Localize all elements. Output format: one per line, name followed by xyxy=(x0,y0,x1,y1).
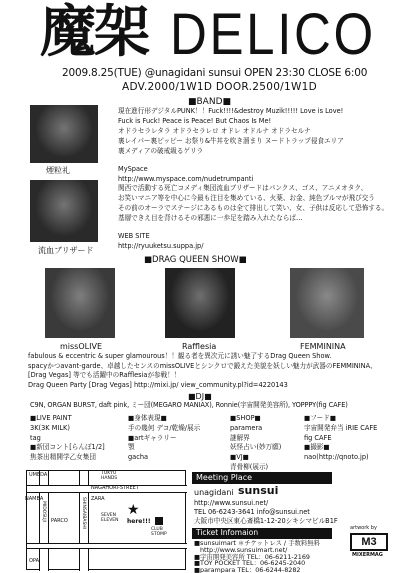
col-item: ■VJ■ xyxy=(230,453,249,462)
col-item: 宇宙開発弁当 iRIE CAFE xyxy=(304,423,378,432)
ticket-line[interactable]: http://www.sunsuimart.net/ xyxy=(200,545,288,554)
col-item: gacha xyxy=(128,453,149,462)
col-item: ■身体表現■ xyxy=(128,414,167,422)
act2-website-link[interactable]: http://ryuuketsu.suppa.jp/ xyxy=(118,242,204,250)
act2-description xyxy=(118,183,398,251)
col-item: 妖怪占い(妙万願) xyxy=(230,443,282,452)
map-label-nagahori: NAGAHORI-STREET xyxy=(91,485,139,491)
col-food xyxy=(304,414,377,463)
ticket-heading: Ticket Infomaion xyxy=(196,528,259,537)
col-item: 顎 xyxy=(128,443,135,452)
act2-line: お笑いマニア等を中心に今最も注目を集めている、火薬、お金、純色ブルマが飛び交う xyxy=(118,194,375,202)
map-label-zara: ZARA xyxy=(91,496,105,502)
venue-tel: TEL 06-6243-3641 info@sunsui.net xyxy=(194,508,310,516)
map-label-opa: OPA xyxy=(29,558,40,564)
drag-description xyxy=(28,352,400,390)
venue-prefix: unagidani xyxy=(194,488,234,497)
artwork-brand: M3 xyxy=(361,536,377,548)
col-item: ■フード■ xyxy=(304,414,337,422)
artwork-sub: MIXERMAG xyxy=(352,552,383,558)
act1-line: 裏レイパー裏ピッピー お祭り&牛丼を吹き溜まり ヌードトラップ侵食エリア xyxy=(118,137,344,145)
access-map xyxy=(26,470,186,570)
map-here-star: ★ xyxy=(127,502,140,518)
ticket-line: ■sunsuimart ＊チケットレス / 手数料無料 xyxy=(194,539,321,547)
act1-name: 煙粒礼 xyxy=(46,166,70,175)
map-label-midosuji: MIDOSUJI xyxy=(41,501,47,523)
act1-line: 現在進行形デジタルPUNK！！Fuck!!!!&destroy Muzik!!!!! Love is Love! xyxy=(118,107,344,115)
performer-photo-femminina xyxy=(290,268,364,338)
title-latin: DELICO xyxy=(170,2,376,67)
artwork-label: artwork by xyxy=(350,525,377,531)
map-label-parco: PARCO xyxy=(51,518,68,524)
col-live-paint xyxy=(30,414,105,463)
act1-line: オドラセラレタラ オドラセラレロ オドレ オドルナ オドラセルナ xyxy=(118,127,311,135)
col-item: ■LIVE PAINT xyxy=(30,414,72,422)
col-item: 謎解界 xyxy=(230,433,250,442)
act2-line: 関西で活動する死亡コメディ集団流血ブリザードはパンクス、ゴス、アニメオタク、 xyxy=(118,184,368,192)
map-label-shinsaibashi: SHINSAIBASHI xyxy=(81,497,87,530)
band-heading: ■BAND■ xyxy=(188,97,232,107)
event-price-line: ADV.2000/1W1D DOOR.2500/1W1D xyxy=(122,81,318,93)
map-label-tokyu: TOKYU HANDS xyxy=(101,471,118,482)
performer-photo-missolive xyxy=(45,268,115,338)
act2-line: 基層できえ目を背けるその邪悪に一歩足を踏み入れたならば… xyxy=(118,214,303,222)
performer-photo-rafflesia xyxy=(165,268,235,338)
event-date-line: 2009.8.25(TUE) @unagidani sunsui OPEN 23:30 CLOSE 6:00 xyxy=(62,67,368,79)
dj-heading: ■DJ■ xyxy=(188,392,212,401)
map-label-seven: SEVEN ELEVEN xyxy=(101,513,119,524)
meeting-heading-bar xyxy=(192,472,332,484)
act1-line xyxy=(118,156,398,164)
col-item: 3K(3K MILK) xyxy=(30,423,70,432)
club-stomp-block xyxy=(155,517,163,525)
col-body-art xyxy=(128,414,200,463)
act1-photo xyxy=(30,105,98,163)
map-label-club: CLUB STOMP xyxy=(151,527,167,538)
act1-line: 裏メディアの破戒級るゲリラ xyxy=(118,147,204,155)
col-item: 手の幾何 デコ/乾燥/展示 xyxy=(128,423,201,432)
map-label-namba: NAMBA xyxy=(25,496,44,502)
drag-heading: ■DRAG QUEEN SHOW■ xyxy=(144,255,247,265)
act2-website-label: WEB SITE xyxy=(118,232,150,240)
act1-myspace-link[interactable]: http://www.myspace.com/nudetrumpanti xyxy=(118,175,254,183)
col-item: tag xyxy=(30,433,41,442)
drag-line: fabulous & eccentric & super glamourous！！観る者を異次元に誘い魅了するDrag Queen Show. xyxy=(28,352,332,360)
col-item: paramera xyxy=(230,423,263,432)
ticket-line: ■TOY POCKET TEL：06-6245-2040 xyxy=(194,559,306,568)
act1-description xyxy=(118,106,398,184)
ticket-heading-bar xyxy=(192,528,332,539)
performer-name-rafflesia: Rafflesia xyxy=(182,342,217,351)
act2-line xyxy=(118,223,398,231)
map-label-umeda: UMEDA xyxy=(29,472,48,478)
act2-name: 流血ブリザード xyxy=(38,246,94,255)
ticket-line: ■paramparа TEL：06-6244-8282 xyxy=(194,566,301,573)
artwork-logo xyxy=(350,533,388,551)
venue-name: sunsui xyxy=(238,484,279,497)
act2-line: その前のオーラでステージにあるものは全て排出して笑い、女、子供は反応して恐怖する。 xyxy=(118,204,389,212)
title-kanji: 魔架 xyxy=(40,0,148,65)
drag-line: Drag Queen Party [Drag Vegas] http://mixi.jp/ view_community.pl?id=4220143 xyxy=(28,380,288,389)
performer-name-missolive: missOLIVE xyxy=(60,342,102,351)
ticket-line: ■宇宙開発美容所 TEL：06-6211-2169 xyxy=(194,552,310,561)
col-item: ■新団コント[らんぽ1/2] xyxy=(30,443,105,452)
col-item: ■SHOP■ xyxy=(230,414,261,422)
col-item: 青骨柳(展示) xyxy=(230,462,269,471)
col-item: ■撮影■ xyxy=(304,443,330,452)
performer-name-femminina: FEMMININA xyxy=(300,342,346,351)
col-item: nao(http://qnoto.jp) xyxy=(304,453,369,462)
drag-line: [Drag Vegas] 等でも活躍中のRafflesiaが参戦！！ xyxy=(28,371,181,380)
col-item: 焦茶出精開学乙女集団 xyxy=(30,453,96,462)
col-item: fig CAFE xyxy=(304,433,332,442)
act2-photo xyxy=(30,180,98,242)
map-label-here: here!!! xyxy=(127,518,151,525)
venue-url[interactable]: http://www.sunsui.net/ xyxy=(194,499,269,507)
meeting-heading: Meeting Place xyxy=(196,473,253,482)
act1-myspace-label: MySpace xyxy=(118,165,148,173)
dj-lineup: C9N, ORGAN BURST, daft pink, ミー団(MEGARO MANIAX), Ronnie(宇宙開発美容所), YOPPPY(fig CAFE) xyxy=(30,401,348,409)
col-item: ■artギャラリー xyxy=(128,433,177,442)
venue-address: 大阪市中央区東心斎橋1-12-20シキシマビルB1F xyxy=(194,517,338,525)
road-horizontal-lower xyxy=(27,543,187,549)
act1-line: Fuck is Fuck! Peace is Peace! But Chaos Is Me! xyxy=(118,117,272,125)
col-shop xyxy=(230,414,281,473)
drag-line: spacyかつavant-garde、卓越したセンスのmissOLIVEとシンクロで鍛えた美貌を妖しい魅力が武器のFEMMININA、 xyxy=(28,361,377,370)
ticket-lines xyxy=(194,540,320,573)
